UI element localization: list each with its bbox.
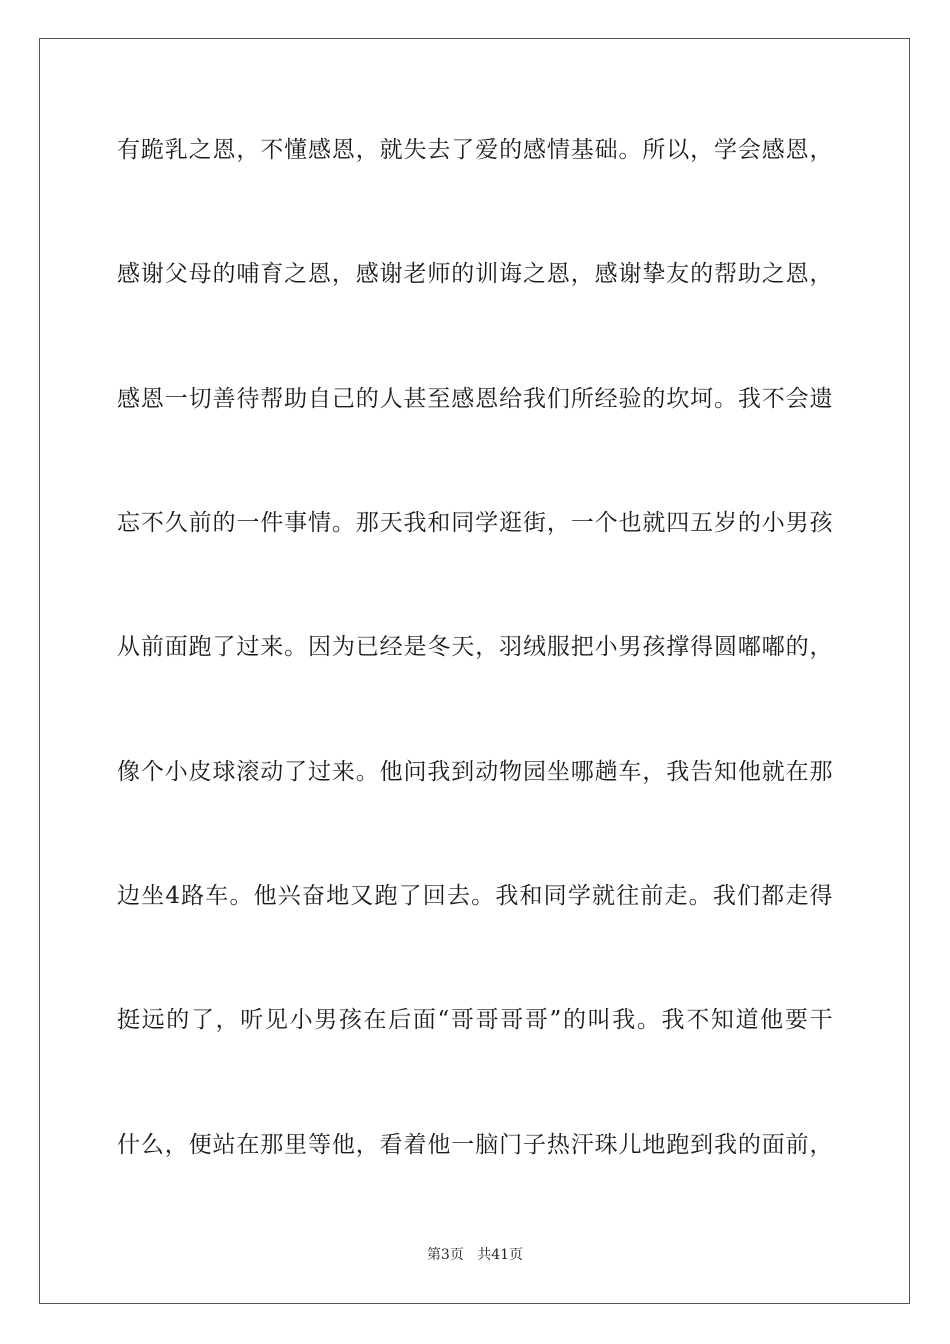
text-line: 感谢父母的哺育之恩，感谢老师的训诲之恩，感谢挚友的帮助之恩， [117, 261, 833, 287]
text-line: 有跪乳之恩，不懂感恩，就失去了爱的感情基础。所以，学会感恩， [117, 137, 833, 163]
text-line: 忘不久前的一件事情。那天我和同学逛街，一个也就四五岁的小男孩 [117, 510, 833, 536]
text-line: 挺远的了，听见小男孩在后面“哥哥哥哥”的叫我。我不知道他要干 [117, 1007, 833, 1033]
text-line: 感恩一切善待帮助自己的人甚至感恩给我们所经验的坎坷。我不会遗 [117, 386, 833, 412]
text-line: 边坐4路车。他兴奋地又跑了回去。我和同学就往前走。我们都走得 [117, 883, 833, 909]
page-number-current: 第3页 [426, 1247, 464, 1263]
text-line: 什么，便站在那里等他，看着他一脑门子热汗珠儿地跑到我的面前， [117, 1132, 833, 1158]
text-line: 从前面跑了过来。因为已经是冬天，羽绒服把小男孩撑得圆嘟嘟的， [117, 634, 833, 660]
page-border [39, 38, 910, 1304]
page-footer [0, 1246, 950, 1264]
page-number-total: 共41页 [477, 1247, 524, 1263]
text-line: 像个小皮球滚动了过来。他问我到动物园坐哪趟车，我告知他就在那 [117, 759, 833, 785]
